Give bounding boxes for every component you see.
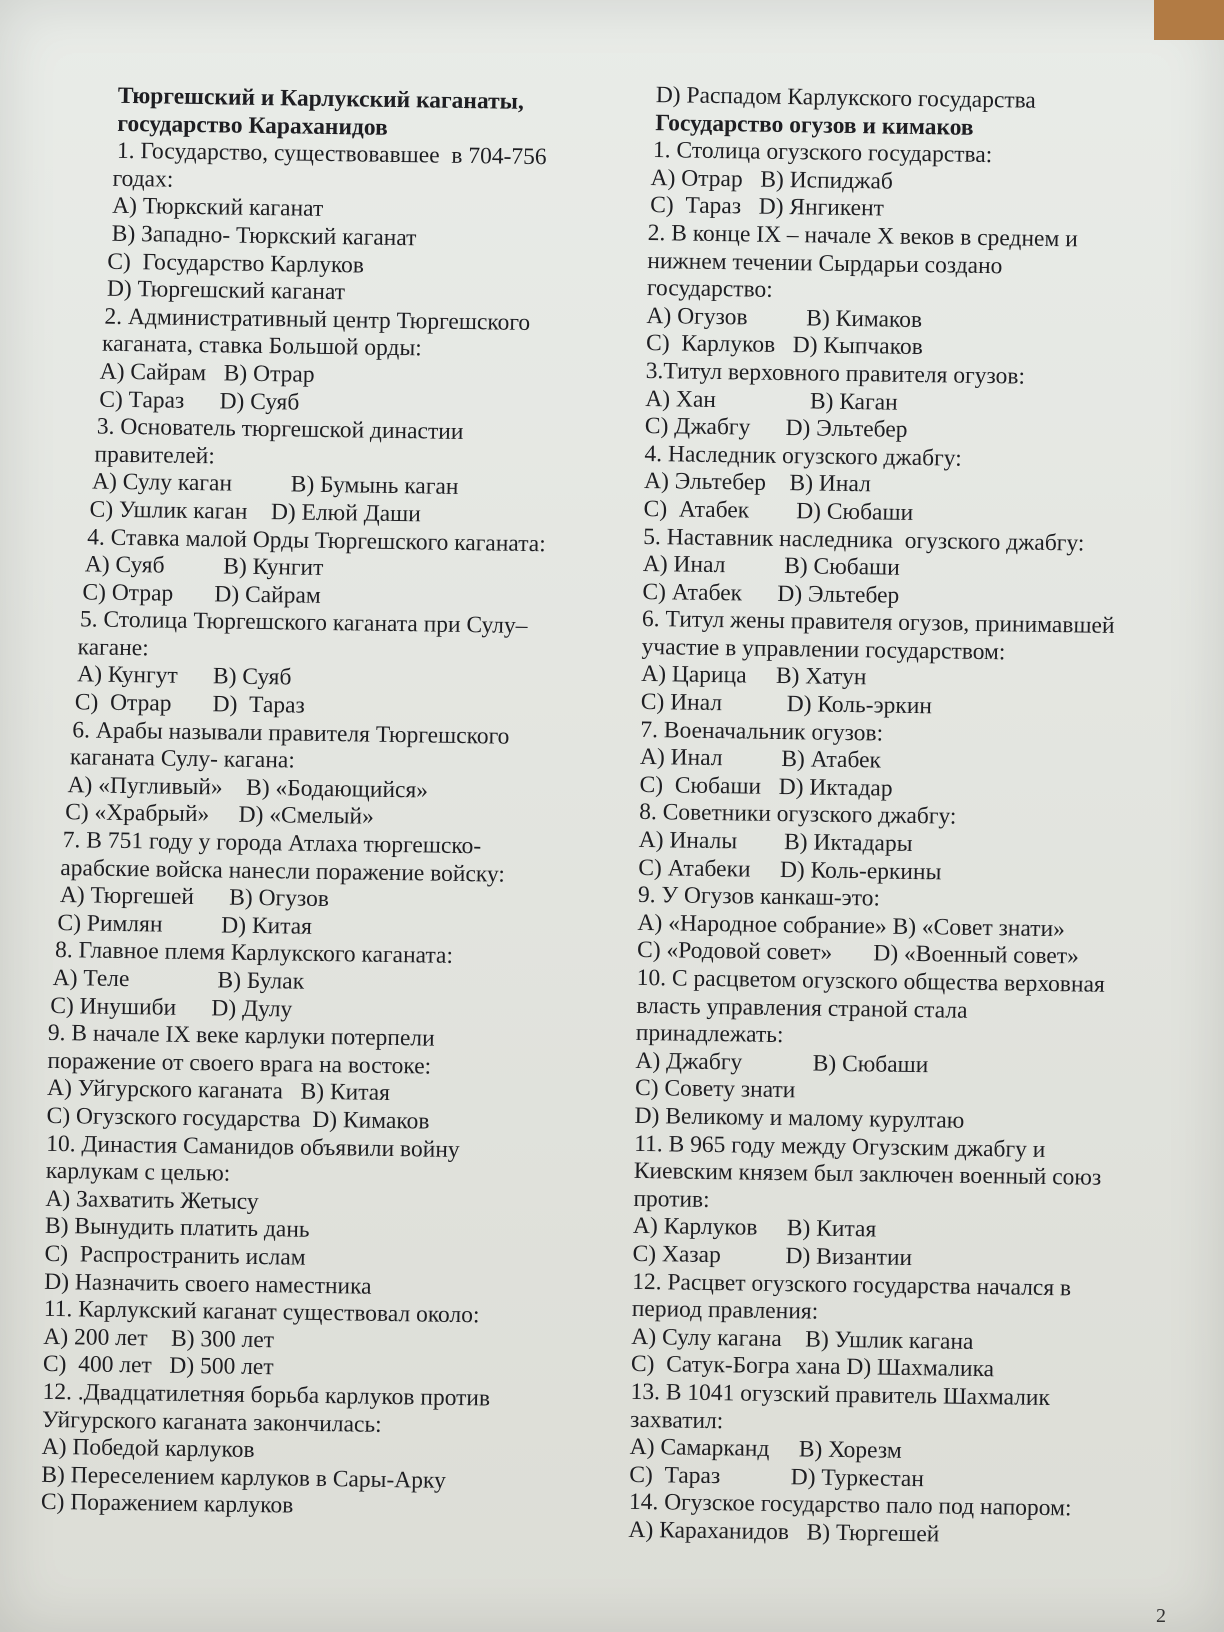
text-line: C) Джабгу D) Эльтебер xyxy=(644,413,908,443)
text-line: каганата, ставка Большой орды: xyxy=(101,330,422,362)
text-line: 10. С расцветом огузского общества верховная xyxy=(636,964,1106,998)
text-line: 3. Основатель тюргешской династии xyxy=(96,413,464,446)
text-line: C) 400 лет D) 500 лет xyxy=(42,1351,274,1381)
text-line: A) Инал B) Атабек xyxy=(639,744,882,774)
text-line: B) Вынудить платить дань xyxy=(44,1213,310,1244)
text-line: C) Огузского государства D) Кимаков xyxy=(46,1102,430,1135)
text-line: A) Иналы B) Иктадары xyxy=(638,826,913,858)
text-line: D) Распадом Карлукского государства xyxy=(655,82,1037,114)
text-line: C) Отрар D) Тараз xyxy=(74,689,306,719)
text-line: 12. .Двадцатилетняя борьба карлуков против xyxy=(42,1378,491,1412)
text-line: 7. В 751 году у города Атлаха тюргешско- xyxy=(62,827,482,860)
text-line: против: xyxy=(633,1185,710,1213)
text-line: арабские войска нанесли поражение войску: xyxy=(60,854,506,888)
text-line: C) Тараз D) Янгикент xyxy=(649,192,885,222)
text-line: C) Хазар D) Византии xyxy=(632,1240,913,1271)
text-line: C) Сатук-Богра хана D) Шахмалика xyxy=(630,1351,995,1383)
text-line: A) Кунгут B) Суяб xyxy=(77,661,292,691)
text-line: государство: xyxy=(646,275,773,303)
text-line: 5. Наставник наследника огузского джабгу: xyxy=(643,523,1085,556)
text-line: A) «Пугливый» B) «Бодающийся» xyxy=(67,772,429,804)
left-column xyxy=(41,82,622,1525)
text-line: C) Совету знати xyxy=(634,1075,796,1104)
text-line: C) Инал D) Коль-эркин xyxy=(640,688,933,720)
text-line: 12. Расцвет огузского государства начался в xyxy=(632,1268,1072,1301)
text-line: D) Тюргешский каганат xyxy=(106,275,346,306)
text-line: C) Атабек D) Эльтебер xyxy=(642,578,900,609)
text-line: C) Сюбаши D) Иктадар xyxy=(639,771,893,802)
text-line: нижнем течении Сырдарьи создано xyxy=(647,247,1003,279)
text-line: годах: xyxy=(112,165,174,193)
text-line: A) Отрар B) Испиджаб xyxy=(650,164,894,195)
text-line: правителей: xyxy=(94,441,216,470)
text-line: C) Отрар D) Сайрам xyxy=(82,579,321,609)
text-line: захватил: xyxy=(629,1406,724,1434)
text-line: власть управления страной стала xyxy=(636,992,968,1024)
text-line: D) Назначить своего наместника xyxy=(44,1268,372,1300)
text-line: A) Караханидов B) Тюргешей xyxy=(628,1516,940,1548)
text-line: 5. Столица Тюргешского каганата при Сулу– xyxy=(79,606,528,640)
text-line: C) Государство Карлуков xyxy=(107,248,365,279)
text-line: A) Инал B) Сюбаши xyxy=(642,551,901,581)
text-line: A) Сулу кагана B) Ушлик кагана xyxy=(631,1323,974,1355)
text-line: A) Суяб B) Кунгит xyxy=(84,551,324,582)
text-line: 9. В начале IX веке карлуки потерпели xyxy=(47,1020,435,1052)
text-line: A) Сулу каган B) Бумынь каган xyxy=(91,468,459,501)
text-line: A) Теле B) Булак xyxy=(52,964,305,995)
table-edge xyxy=(1154,0,1224,40)
text-line: C) Инушиби D) Дулу xyxy=(50,992,293,1023)
text-line: 1. Государство, существовавшее в 704-756 xyxy=(116,138,547,171)
text-line: C) «Храбрый» D) «Смелый» xyxy=(64,799,375,831)
text-line: A) Царица B) Хатун xyxy=(641,661,867,691)
text-line: участие в управлении государством: xyxy=(641,633,1006,666)
text-line: C) Распространить ислам xyxy=(44,1240,306,1271)
text-line: 8. Главное племя Карлукского каганата: xyxy=(54,937,454,970)
text-line: C) Тараз D) Суяб xyxy=(99,386,300,416)
text-line: 3.Титул верховного правителя огузов: xyxy=(645,357,1026,390)
text-line: C) Ушлик каган D) Елюй Даши xyxy=(89,496,421,528)
text-line: B) Переселением карлуков в Сары-Арку xyxy=(41,1461,447,1494)
text-line: период правления: xyxy=(631,1295,819,1325)
text-line: C) Атабеки D) Коль-еркины xyxy=(638,854,942,886)
text-line: карлукам с целью: xyxy=(45,1158,231,1187)
text-line: A) «Народное собрание» B) «Совет знати» xyxy=(637,909,1066,943)
text-line: A) Сайрам B) Отрар xyxy=(99,358,315,388)
text-line: A) Огузов B) Кимаков xyxy=(646,302,923,333)
text-line: A) Карлуков B) Китая xyxy=(632,1213,877,1243)
text-line: 11. В 965 году между Огузским джабгу и xyxy=(634,1130,1046,1163)
right-column xyxy=(628,82,1210,1553)
text-line: 2. Административный центр Тюргешского xyxy=(104,303,531,336)
text-line: C) Поражением карлуков xyxy=(40,1489,294,1519)
section-heading: государство Караханидов xyxy=(117,110,388,141)
text-line: A) Хан B) Каган xyxy=(645,385,898,416)
text-line: 8. Советники огузского джабгу: xyxy=(638,799,957,831)
text-line: 4. Наследник огузского джабгу: xyxy=(644,440,962,472)
text-line: A) Самарканд B) Хорезм xyxy=(629,1433,902,1464)
text-line: A) 200 лет B) 300 лет xyxy=(43,1323,275,1354)
text-line: 10. Династия Саманидов объявили войну xyxy=(46,1130,460,1163)
text-line: принадлежать: xyxy=(635,1020,784,1049)
text-line: Киевским князем был заключен военный союз xyxy=(633,1158,1102,1191)
text-line: A) Эльтебер B) Инал xyxy=(643,468,871,498)
text-line: кагане: xyxy=(77,634,149,662)
text-line: C) Атабек D) Сюбаши xyxy=(643,495,914,526)
text-line: 13. В 1041 огузский правитель Шахмалик xyxy=(630,1378,1051,1411)
text-line: 1. Столица огузского государства: xyxy=(652,137,993,169)
text-line: каганата Сулу- кагана: xyxy=(69,744,296,774)
section-heading: Государство огузов и кимаков xyxy=(655,109,974,141)
page-number: 2 xyxy=(1156,1605,1166,1627)
text-line: A) Уйгурского каганата B) Китая xyxy=(46,1075,391,1107)
text-line: Уйгурского каганата закончилась: xyxy=(41,1406,382,1438)
text-line: D) Великому и малому курултаю xyxy=(634,1102,965,1134)
text-line: A) Тюргешей B) Огузов xyxy=(59,882,330,913)
text-line: 11. Карлукский каганат существовал около: xyxy=(43,1295,480,1329)
text-line: C) «Родовой совет» D) «Военный совет» xyxy=(636,937,1080,970)
text-line: 6. Арабы называли правителя Тюргешского xyxy=(72,716,510,750)
text-line: C) Римлян D) Китая xyxy=(57,909,313,940)
text-line: 6. Титул жены правителя огузов, принимавшей xyxy=(641,606,1115,640)
text-line: A) Тюркский каганат xyxy=(111,193,324,223)
text-line: 14. Огузское государство пало под напором: xyxy=(628,1489,1072,1522)
text-line: 4. Ставка малой Орды Тюргешского каганата: xyxy=(87,523,546,557)
text-line: поражение от своего врага на востоке: xyxy=(47,1047,432,1080)
section-heading: Тюргешский и Карлукский каганаты, xyxy=(117,82,525,115)
text-line: C) Тараз D) Туркестан xyxy=(629,1461,925,1492)
text-line: 9. У Огузов канкаш-это: xyxy=(637,882,881,912)
text-line: A) Захватить Жетысу xyxy=(45,1185,259,1215)
text-line: A) Джабгу B) Сюбаши xyxy=(635,1047,929,1079)
text-line: 2. В конце IX – начале X веков в среднем и xyxy=(647,219,1078,253)
text-line: A) Победой карлуков xyxy=(41,1433,255,1464)
text-line: B) Западно- Тюркский каганат xyxy=(111,220,417,252)
text-line: C) Карлуков D) Кыпчаков xyxy=(645,330,923,361)
text-line: 7. Военачальник огузов: xyxy=(640,716,884,747)
